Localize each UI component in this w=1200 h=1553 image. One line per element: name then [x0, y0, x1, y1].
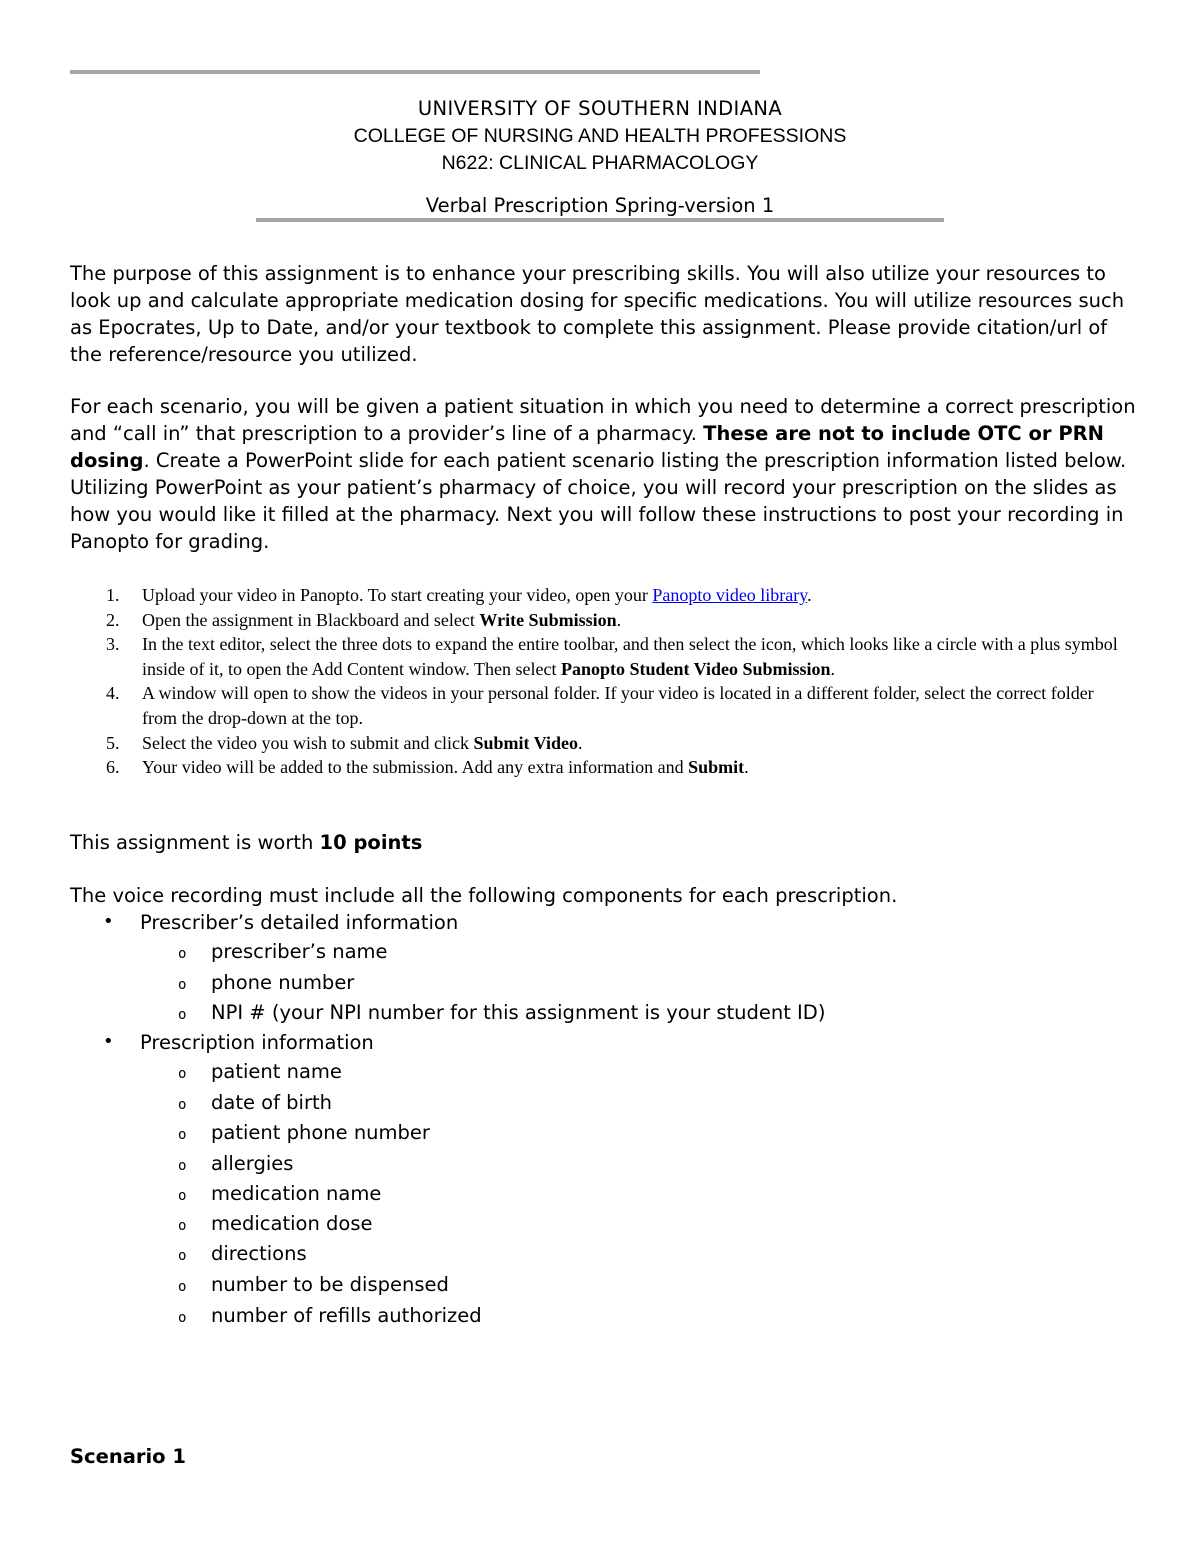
bullet-dot: •: [103, 1031, 114, 1052]
step-bold: Submit: [688, 757, 745, 778]
sub-bullet-text: phone number: [211, 971, 355, 994]
step-bold: Submit Video: [473, 732, 578, 753]
assignment-title: Verbal Prescription Spring-version 1: [425, 194, 775, 217]
sub-bullet-text: number to be dispensed: [211, 1273, 449, 1296]
sub-bullet-text: directions: [211, 1242, 307, 1265]
step-item: [70, 632, 1120, 681]
bullet-dot: •: [103, 911, 114, 932]
sub-bullet-marker: o: [178, 1158, 187, 1174]
step-number: 4.: [106, 683, 120, 704]
sub-bullet-text: date of birth: [211, 1091, 332, 1114]
sub-bullet-marker: o: [178, 946, 187, 962]
step-text: Upload your video in Panopto. To start creating your video, open your: [142, 585, 653, 605]
step-bold: Write Submission: [479, 609, 617, 630]
step-text: In the text editor, select the three dots to expand the entire toolbar, and then select the icon, which looks like a circle with a plus symbol inside of it, to open the Add Content window. Then select: [142, 634, 1118, 679]
instructions-bold: These are not to include OTC or PRN dosing: [70, 422, 1104, 472]
step-text-end: .: [744, 757, 749, 778]
bullet-label: Prescriber’s detailed information: [140, 911, 459, 934]
step-item: [70, 755, 1120, 780]
points-text: This assignment is worth: [70, 831, 320, 854]
university-name: UNIVERSITY OF SOUTHERN INDIANA: [417, 97, 783, 120]
step-text: A window will open to show the videos in your personal folder. If your video is located in a different folder, select the correct folder from the drop-down at the top.: [142, 683, 1094, 728]
sub-bullet-marker: o: [178, 977, 187, 993]
sub-bullet-text: allergies: [211, 1152, 294, 1175]
title-rule: [256, 218, 944, 222]
step-item: [70, 583, 1120, 608]
sub-bullet-text: patient name: [211, 1060, 342, 1083]
sub-bullet-text: medication dose: [211, 1212, 373, 1235]
step-text-end: .: [807, 585, 812, 605]
panopto-library-link[interactable]: Panopto video library: [652, 585, 808, 605]
panopto-steps-list: [70, 583, 1120, 780]
step-item: [70, 731, 1120, 756]
sub-bullet-marker: o: [178, 1097, 187, 1113]
sub-bullet-marker: o: [178, 1218, 187, 1234]
step-item: [70, 608, 1120, 633]
components-intro: The voice recording must include all the following components for each prescription.: [70, 884, 898, 907]
step-bold: Panopto Student Video Submission: [560, 658, 831, 679]
sub-bullet-marker: o: [178, 1248, 187, 1264]
sub-bullet-text: NPI # (your NPI number for this assignment is your student ID): [211, 1001, 826, 1024]
sub-bullet-marker: o: [178, 1007, 187, 1023]
top-rule: [70, 70, 760, 74]
points-value: 10 points: [319, 831, 423, 854]
sub-bullet-text: medication name: [211, 1182, 382, 1205]
points-statement: [70, 831, 422, 854]
instructions-text-a: For each scenario, you will be given a patient situation in which you need to determine a correct prescription and “call in” that prescription to a provider’s line of a pharmacy.: [70, 395, 1136, 445]
sub-bullet-text: patient phone number: [211, 1121, 430, 1144]
sub-bullet-text: number of refills authorized: [211, 1304, 482, 1327]
step-text-end: .: [577, 732, 583, 753]
step-text-end: .: [830, 658, 836, 679]
step-text-end: .: [616, 609, 622, 630]
sub-bullet-marker: o: [178, 1127, 187, 1143]
step-text: Select the video you wish to submit and click: [142, 732, 474, 753]
scenario-instructions-paragraph: [70, 393, 1140, 555]
course-name: N622: CLINICAL PHARMACOLOGY: [441, 152, 759, 174]
step-number: 2.: [106, 609, 120, 630]
purpose-paragraph: The purpose of this assignment is to enhance your prescribing skills. You will also utilize your resources to look up and calculate appropriate medication dosing for specific medications. You will utilize resources such as Epocrates, Up to Date, and/or your textbook to complete this assignment. Please provide citation/url of the reference/resource you utilized.: [70, 262, 1125, 366]
step-number: 3.: [106, 634, 120, 655]
sub-bullet-text: prescriber’s name: [211, 940, 388, 963]
scenario-heading: Scenario 1: [70, 1445, 186, 1468]
step-text: Your video will be added to the submission. Add any extra information and: [142, 757, 689, 778]
step-number: 6.: [106, 757, 120, 778]
step-number: 5.: [106, 732, 120, 753]
step-item: [70, 681, 1120, 730]
step-text: Open the assignment in Blackboard and select: [142, 609, 480, 630]
sub-bullet-marker: o: [178, 1188, 187, 1204]
college-name: COLLEGE OF NURSING AND HEALTH PROFESSIONS: [353, 125, 847, 147]
sub-bullet-marker: o: [178, 1310, 187, 1326]
bullet-label: Prescription information: [140, 1031, 374, 1054]
step-number: 1.: [106, 585, 120, 605]
sub-bullet-marker: o: [178, 1279, 187, 1295]
sub-bullet-marker: o: [178, 1066, 187, 1082]
instructions-text-b: . Create a PowerPoint slide for each patient scenario listing the prescription information listed below. Utilizing PowerPoint as your patient’s pharmacy of choice, you will record your prescription on the slides as how you would like it filled at the pharmacy. Next you will follow these instructions to post your recording in Panopto for grading.: [70, 449, 1127, 553]
